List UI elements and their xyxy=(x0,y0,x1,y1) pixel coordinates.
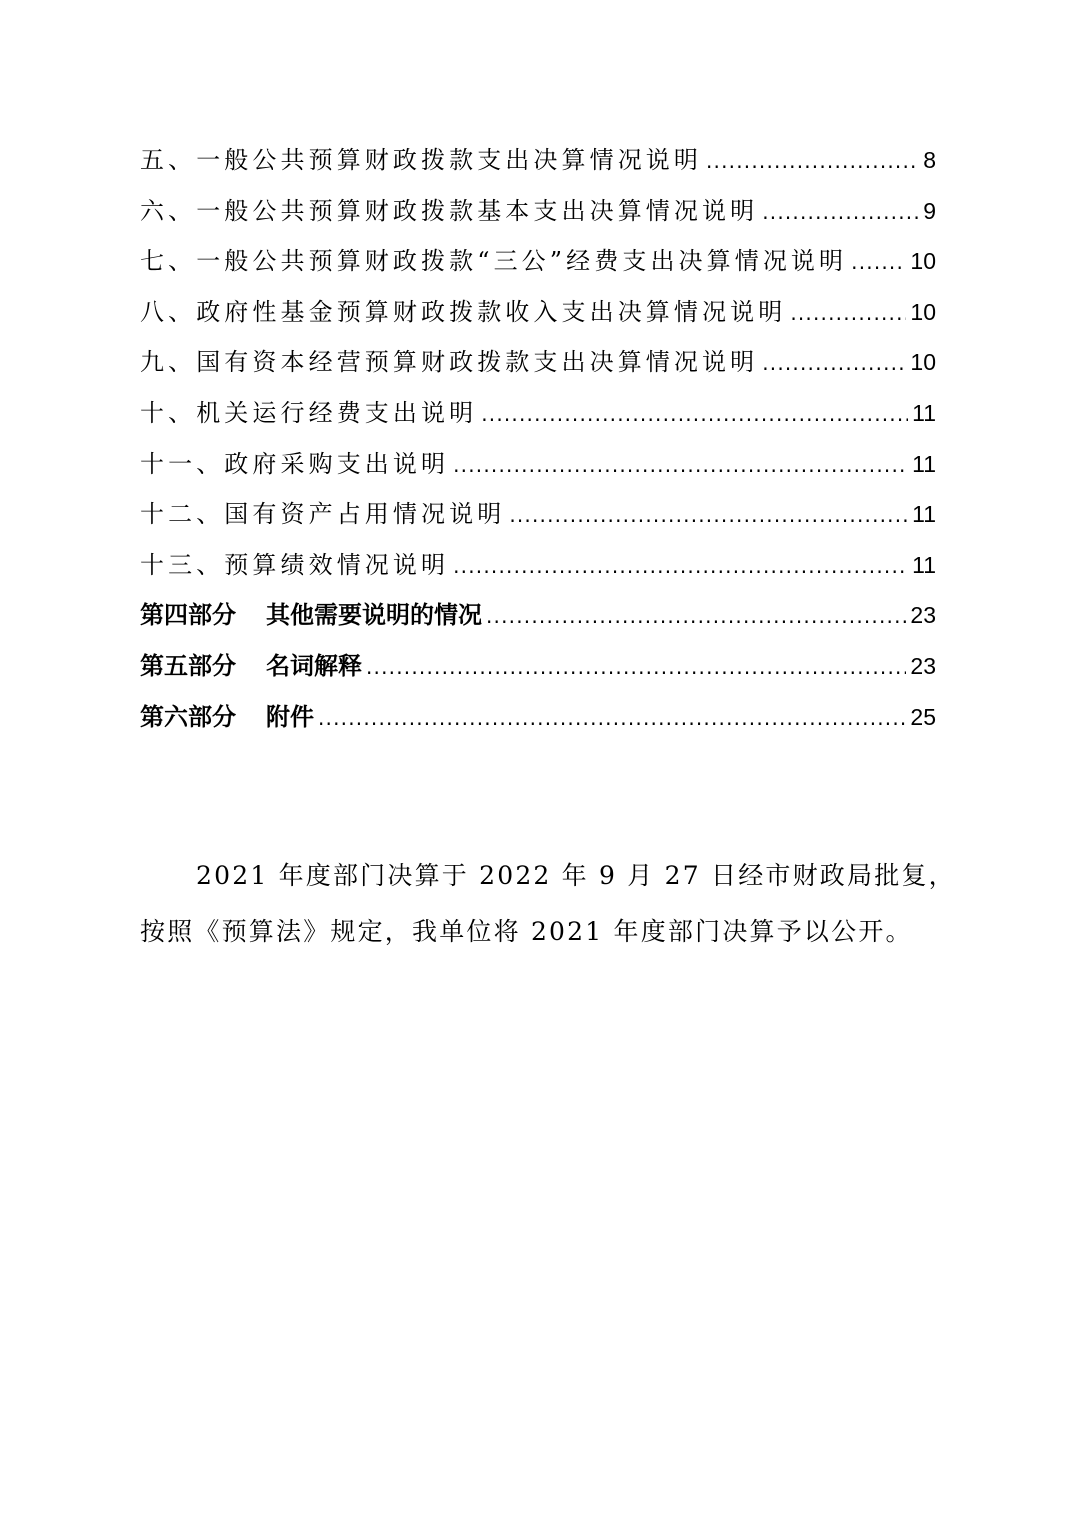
toc-entry-label: 八、政府性基金预算财政拨款收入支出决算情况说明 xyxy=(140,297,787,326)
toc-leader-dots xyxy=(706,139,919,183)
toc-entry-label: 九、国有资本经营预算财政拨款支出决算情况说明 xyxy=(140,348,759,377)
toc-leader-dots xyxy=(481,392,908,436)
toc-part-entry[interactable] xyxy=(140,644,936,695)
toc-part-label xyxy=(140,593,482,637)
table-of-contents xyxy=(140,138,936,745)
toc-entry-label: 十二、国有资产占用情况说明 xyxy=(140,500,506,529)
toc-leader-dots xyxy=(486,594,906,638)
toc-leader-dots xyxy=(762,190,919,234)
toc-entry[interactable] xyxy=(140,290,936,341)
toc-page-number: 10 xyxy=(910,248,936,275)
toc-entry[interactable] xyxy=(140,543,936,594)
toc-entry[interactable] xyxy=(140,340,936,391)
toc-leader-dots xyxy=(762,341,906,385)
toc-page-number: 10 xyxy=(910,298,936,325)
toc-page-number: 11 xyxy=(912,551,936,578)
toc-part-number: 第五部分 xyxy=(140,651,236,680)
toc-entry[interactable] xyxy=(140,239,936,290)
toc-leader-dots xyxy=(851,240,906,284)
toc-page-number: 9 xyxy=(923,197,936,224)
toc-part-entry[interactable] xyxy=(140,695,936,746)
toc-page-number: 11 xyxy=(912,399,936,426)
toc-page-number: 11 xyxy=(912,450,936,477)
toc-entry[interactable] xyxy=(140,138,936,189)
toc-page-number: 25 xyxy=(910,703,936,730)
toc-entry-label: 六、一般公共预算财政拨款基本支出决算情况说明 xyxy=(140,196,759,225)
toc-entry[interactable] xyxy=(140,492,936,543)
toc-page-number: 10 xyxy=(910,349,936,376)
paragraph-line: 2021 年度部门决算于 2022 年 9 月 27 日经市财政局批复， xyxy=(196,861,956,890)
toc-part-number: 第四部分 xyxy=(140,601,236,630)
toc-entry-label: 十三、预算绩效情况说明 xyxy=(140,550,450,579)
toc-part-title: 附件 xyxy=(266,702,314,731)
toc-part-label xyxy=(140,644,362,688)
toc-entry-label: 七、一般公共预算财政拨款“三公”经费支出决算情况说明 xyxy=(140,247,848,276)
paragraph-line: 按照《预算法》规定，我单位将 2021 年度部门决算予以公开。 xyxy=(140,917,913,946)
toc-leader-dots xyxy=(509,493,908,537)
toc-entry-label: 五、一般公共预算财政拨款支出决算情况说明 xyxy=(140,146,702,174)
toc-entry[interactable] xyxy=(140,442,936,493)
toc-leader-dots xyxy=(790,291,906,335)
toc-leader-dots xyxy=(453,443,908,487)
toc-entry-label: 十一、政府采购支出说明 xyxy=(140,449,450,478)
toc-leader-dots xyxy=(453,544,908,588)
toc-entry[interactable] xyxy=(140,189,936,240)
toc-page-number: 23 xyxy=(910,602,936,629)
toc-part-entry[interactable] xyxy=(140,593,936,644)
toc-page-number: 23 xyxy=(910,652,936,679)
toc-leader-dots xyxy=(318,696,906,740)
toc-part-number: 第六部分 xyxy=(140,702,236,731)
toc-part-title: 名词解释 xyxy=(266,651,362,680)
toc-entry-label: 十、机关运行经费支出说明 xyxy=(140,398,478,427)
toc-page-number: 11 xyxy=(912,501,936,528)
toc-part-title: 其他需要说明的情况 xyxy=(266,601,482,630)
toc-page-number: 8 xyxy=(923,147,936,173)
toc-leader-dots xyxy=(366,645,906,689)
toc-part-label xyxy=(140,695,314,739)
disclosure-paragraph xyxy=(140,848,956,960)
toc-entry[interactable] xyxy=(140,391,936,442)
